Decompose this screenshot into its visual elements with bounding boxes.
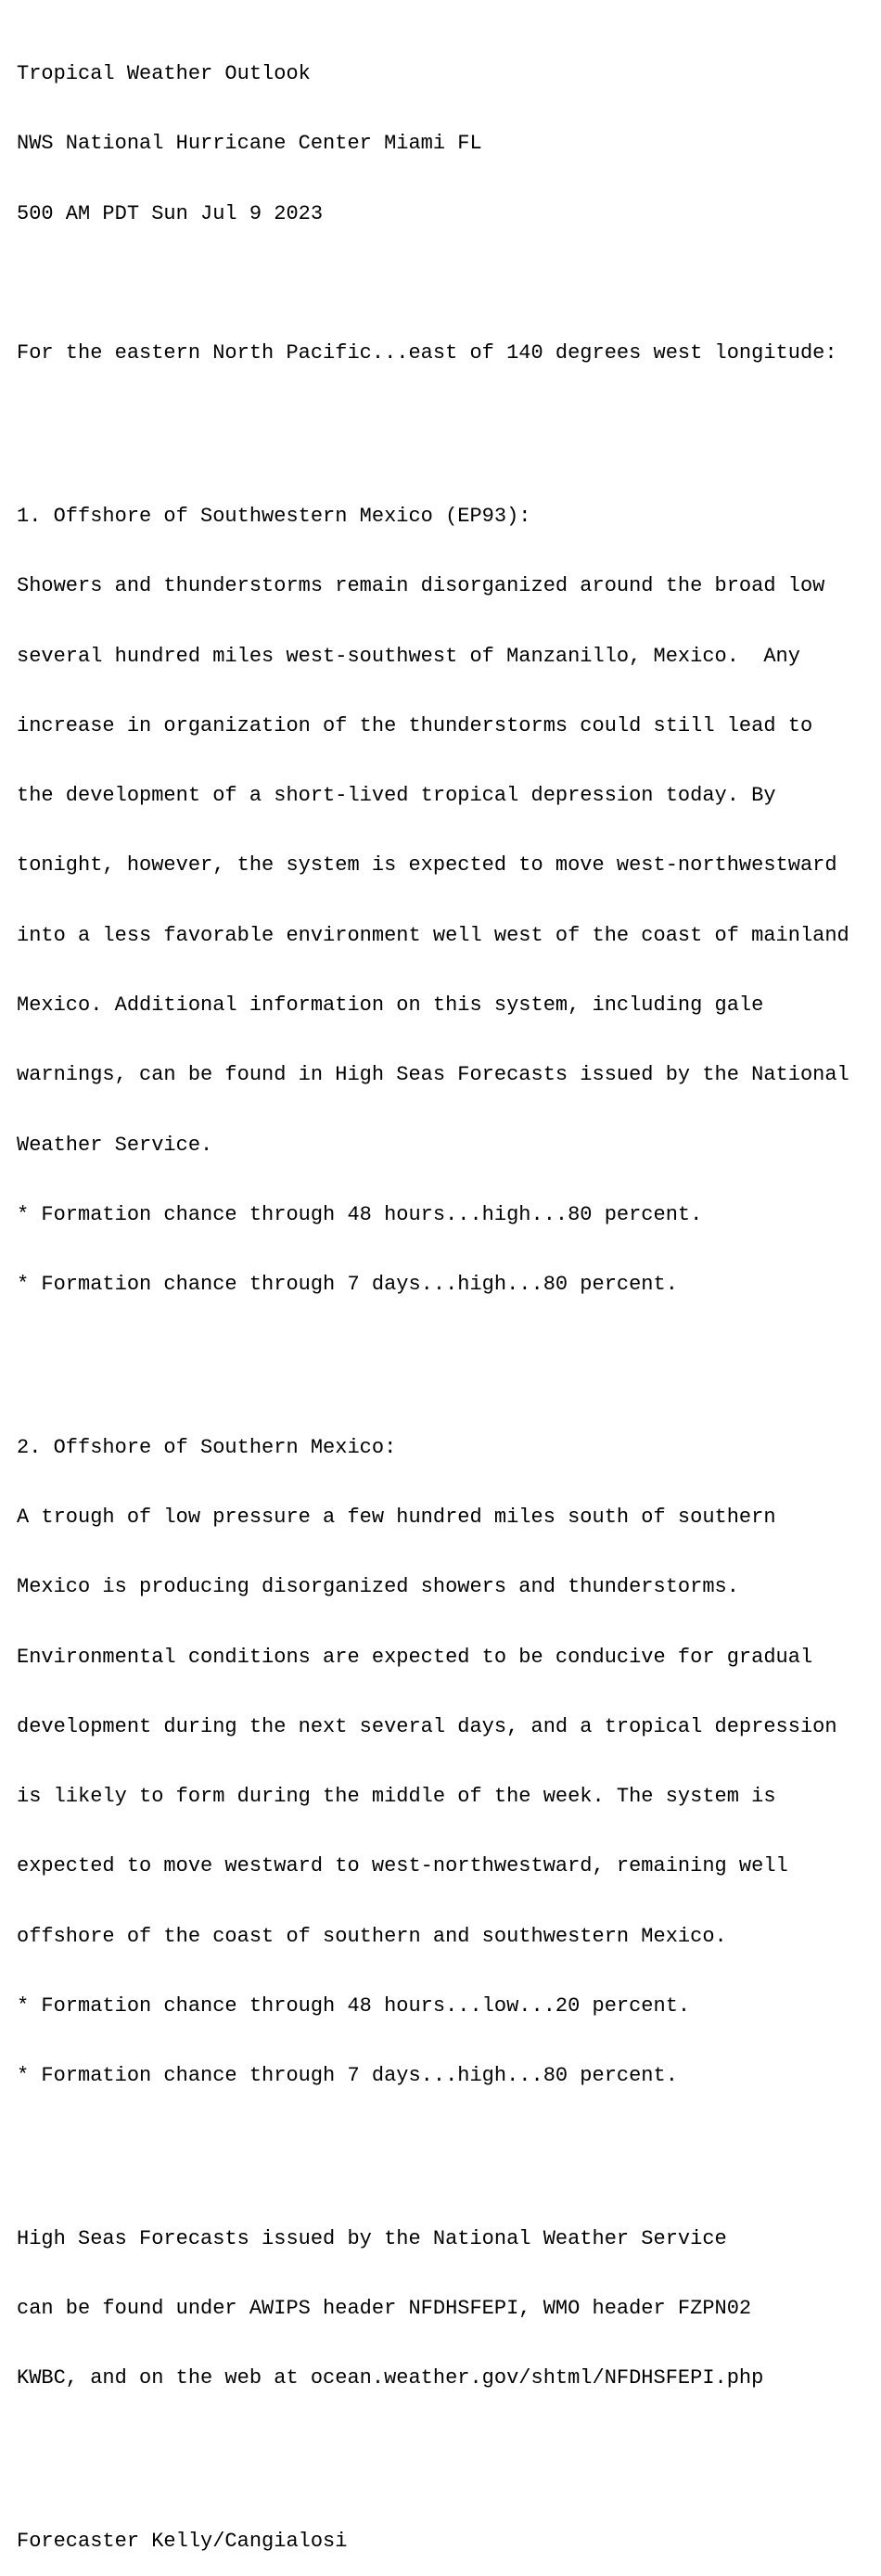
tropical-weather-outlook — [17, 16, 849, 2576]
system-1-chance-48h: * Formation chance through 48 hours...high...80 percent. — [17, 1202, 703, 1226]
system-2-text-line: development during the next several days, and a tropical depression — [17, 1714, 837, 1738]
blank-line — [17, 272, 849, 295]
blank-line — [17, 1342, 849, 1365]
system-1-text-line: Weather Service. — [17, 1133, 213, 1157]
system-2-text-line: offshore of the coast of southern and southwestern Mexico. — [17, 1924, 727, 1948]
high-seas-line: High Seas Forecasts issued by the National Weather Service — [17, 2226, 727, 2250]
forecaster-signature: Forecaster Kelly/Cangialosi — [17, 2530, 348, 2554]
system-2-heading: 2. Offshore of Southern Mexico: — [17, 1435, 397, 1459]
system-1-text-line: several hundred miles west-southwest of Manzanillo, Mexico. Any — [17, 644, 800, 668]
system-1-text-line: warnings, can be found in High Seas Forecasts issued by the National — [17, 1063, 849, 1087]
blank-line — [17, 2437, 849, 2460]
system-1-text-line: Mexico. Additional information on this system, including gale — [17, 993, 764, 1017]
scope-statement: For the eastern North Pacific...east of 140 degrees west longitude: — [17, 341, 837, 365]
system-2-text-line: Mexico is producing disorganized showers and thunderstorms. — [17, 1575, 739, 1599]
system-1-text-line: increase in organization of the thunderstorms could still lead to — [17, 713, 813, 737]
blank-line — [17, 2134, 849, 2158]
system-1-text-line: into a less favorable environment well west of the coast of mainland — [17, 923, 849, 947]
system-1-text-line: tonight, however, the system is expected to move west-northwestward — [17, 853, 837, 878]
issuing-office: NWS National Hurricane Center Miami FL — [17, 132, 482, 156]
system-1-chance-7d: * Formation chance through 7 days...high...80 percent. — [17, 1273, 678, 1297]
system-1-text-line: the development of a short-lived tropical depression today. By — [17, 784, 776, 808]
blank-line — [17, 412, 849, 435]
system-1-text-line: Showers and thunderstorms remain disorganized around the broad low — [17, 574, 825, 598]
issue-time: 500 AM PDT Sun Jul 9 2023 — [17, 201, 324, 225]
system-2-text-line: Environmental conditions are expected to be conducive for gradual — [17, 1645, 813, 1669]
high-seas-line: can be found under AWIPS header NFDHSFEPI, WMO header FZPN02 — [17, 2297, 752, 2321]
system-2-text-line: expected to move westward to west-northwestward, remaining well — [17, 1854, 788, 1878]
system-2-chance-7d: * Formation chance through 7 days...high...80 percent. — [17, 2064, 678, 2088]
high-seas-line: KWBC, and on the web at ocean.weather.gov/shtml/NFDHSFEPI.php — [17, 2366, 764, 2390]
system-2-chance-48h: * Formation chance through 48 hours...low...20 percent. — [17, 1993, 691, 2018]
system-1-heading: 1. Offshore of Southwestern Mexico (EP93): — [17, 504, 531, 528]
outlook-title: Tropical Weather Outlook — [17, 62, 311, 86]
system-2-text-line: is likely to form during the middle of the week. The system is — [17, 1785, 776, 1809]
system-2-text-line: A trough of low pressure a few hundred miles south of southern — [17, 1506, 776, 1529]
